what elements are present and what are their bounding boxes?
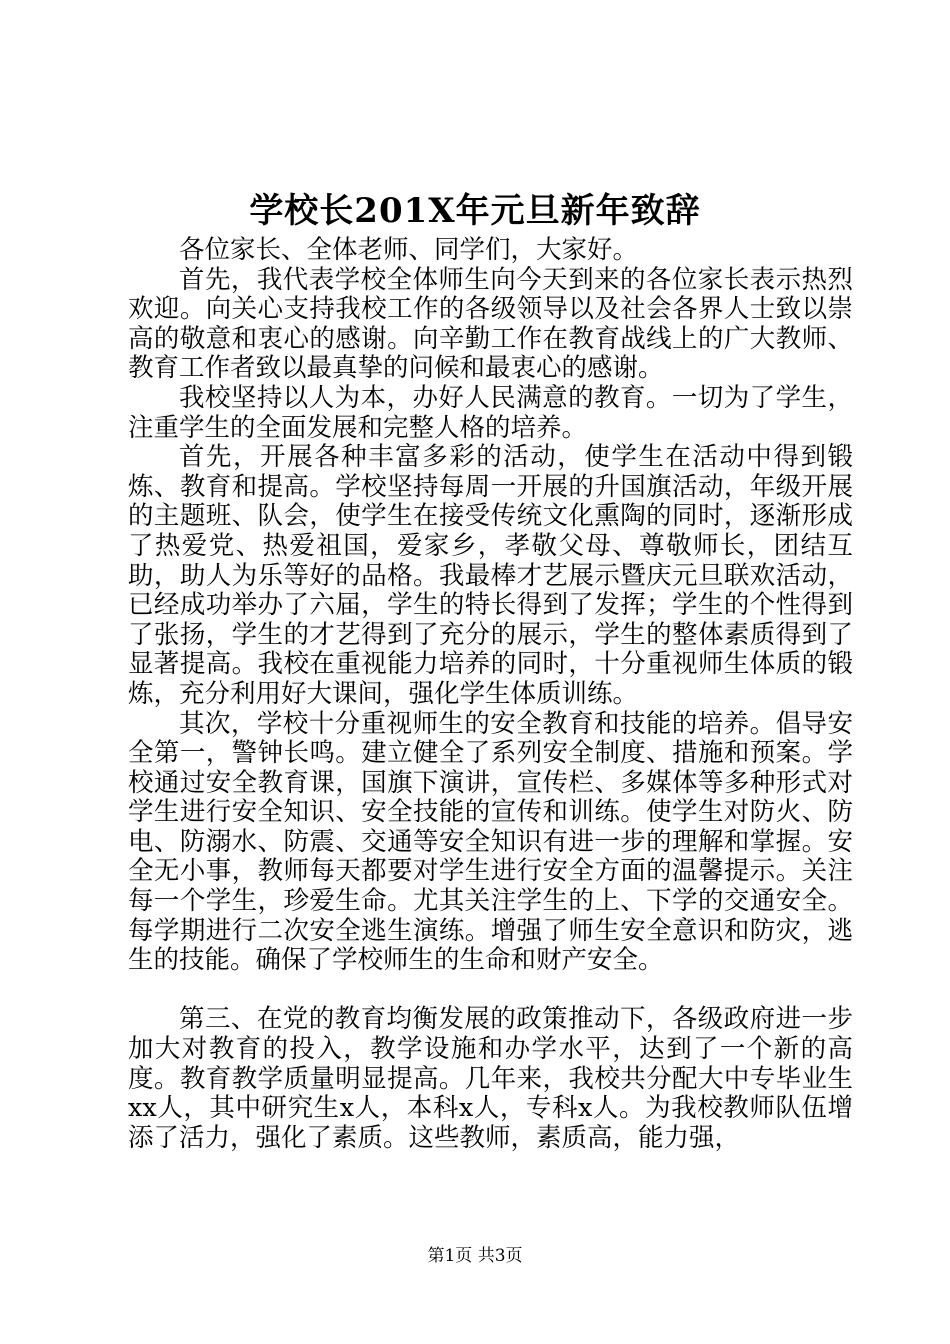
paragraph-principle: 我校坚持以人为本，办好人民满意的教育。一切为了学生，注重学生的全面发展和完整人格的培养。 xyxy=(128,382,853,443)
paragraph-safety: 其次，学校十分重视师生的安全教育和技能的培养。倡导安全第一，警钟长鸣。建立健全了系列安全制度、措施和预案。学校通过安全教育课，国旗下演讲，宣传栏、多媒体等多种形式对学生进行安全知识、安全技能的宣传和训练。使学生对防火、防电、防溺水、防震、交通等安全知识有进一步的理解和掌握。安全无小事，教师每天都要对学生进行安全方面的温馨提示。关注每一个学生，珍爱生命。尤其关注学生的上、下学的交通安全。每学期进行二次安全逃生演练。增强了师生安全意识和防灾，逃生的技能。确保了学校师生的生命和财产安全。 xyxy=(128,708,853,976)
page-footer: 第1页 共3页 xyxy=(427,1246,523,1266)
paragraph-welcome: 首先，我代表学校全体师生向今天到来的各位家长表示热烈欢迎。向关心支持我校工作的各级领导以及社会各界人士致以崇高的敬意和衷心的感谢。向辛勤工作在教育战线上的广大教师、教育工作者致以最真挚的问候和最衷心的感谢。 xyxy=(128,264,853,384)
paragraph-investment: 第三、在党的教育均衡发展的政策推动下，各级政府进一步加大对教育的投入，教学设施和办学水平，达到了一个新的高度。教育教学质量明显提高。几年来，我校共分配大中专毕业生xx人，其中研究生x人，本科x人，专科x人。为我校教师队伍增添了活力，强化了素质。这些教师，素质高，能力强， xyxy=(128,1004,853,1153)
paragraph-activities: 首先，开展各种丰富多彩的活动，使学生在活动中得到锻炼、教育和提高。学校坚持每周一开展的升国旗活动，年级开展的主题班、队会，使学生在接受传统文化熏陶的同时，逐渐形成了热爱党、热爱祖国，爱家乡，孝敬父母、尊敬师长，团结互助，助人为乐等好的品格。我最棒才艺展示暨庆元旦联欢活动，已经成功举办了六届，学生的特长得到了发挥；学生的个性得到了张扬，学生的才艺得到了充分的展示，学生的整体素质得到了显著提高。我校在重视能力培养的同时，十分重视师生体质的锻炼，充分利用好大课间，强化学生体质训练。 xyxy=(128,442,853,709)
document-title: 学校长201X年元旦新年致辞 xyxy=(249,191,701,231)
document-body xyxy=(128,236,853,1153)
paragraph-greeting: 各位家长、全体老师、同学们，大家好。 xyxy=(179,235,639,265)
